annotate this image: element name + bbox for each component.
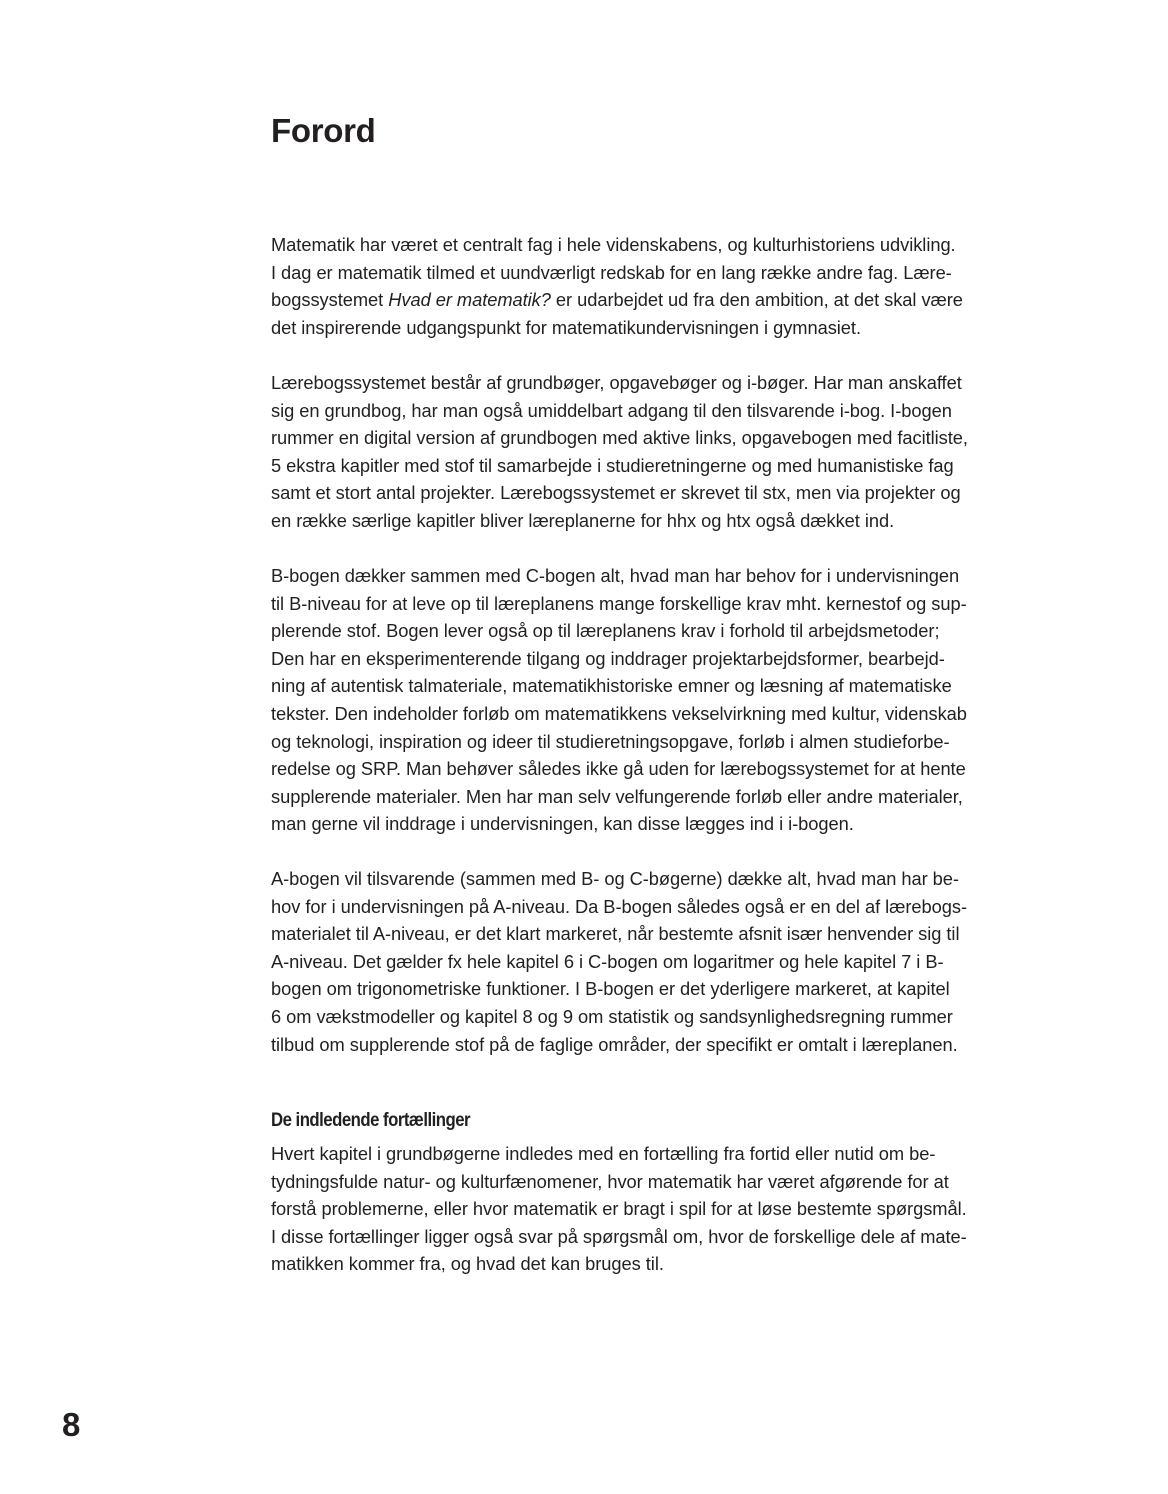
text-line: matikken kommer fra, og hvad det kan bruges til. — [271, 1253, 664, 1275]
text-line: tilbud om supplerende stof på de faglige områder, der specifikt er omtalt i læreplanen. — [271, 1033, 958, 1055]
text-line: samt et stort antal projekter. Lærebogssystemet er skrevet til stx, men via projekter og — [271, 482, 961, 504]
text-segment: bogssystemet — [271, 289, 389, 311]
section-heading: De indledende fortællinger — [271, 1109, 471, 1131]
text-line: Den har en eksperimenterende tilgang og inddrager projektarbejdsformer, bearbejd- — [271, 647, 945, 669]
text-line: Matematik har været et centralt fag i hele videnskabens, og kulturhistoriens udvikling. — [271, 234, 956, 255]
text-line: til B-niveau for at leve op til læreplanens mange forskellige krav mht. kernestof og sup- — [271, 592, 967, 614]
text-line: 5 ekstra kapitler med stof til samarbejde i studieretningerne og med humanistiske fag — [271, 454, 954, 476]
text-line: materialet til A-niveau, er det klart markeret, når bestemte afsnit især henvender sig til — [271, 923, 960, 945]
text-line: en række særlige kapitler bliver læreplanerne for hhx og htx også dækket ind. — [271, 509, 895, 531]
paragraph-fortaellinger — [271, 1140, 1031, 1278]
text-line: det inspirerende udgangspunkt for matematikundervisningen i gymnasiet. — [271, 316, 861, 338]
text-line: forstå problemerne, eller hvor matematik er bragt i spil for at løse bestemte spørgsmål. — [271, 1198, 967, 1220]
paragraph-a-bogen — [271, 865, 1031, 1058]
text-line: Hvert kapitel i grundbøgerne indledes med en fortælling fra fortid eller nutid om be- — [271, 1143, 936, 1164]
book-title-italic: Hvad er matematik? — [388, 289, 551, 311]
text-line: og teknologi, inspiration og ideer til studieretningsopgave, forløb i almen studieforbe- — [271, 730, 950, 752]
text-line: A-bogen vil tilsvarende (sammen med B- og C-bøgerne) dække alt, hvad man har be- — [271, 868, 959, 889]
text-line: I disse fortællinger ligger også svar på spørgsmål om, hvor de forskellige dele af mate- — [271, 1225, 967, 1247]
paragraph-intro — [271, 231, 1031, 341]
text-line — [271, 286, 1031, 314]
text-line: tydningsfulde natur- og kulturfænomener, hvor matematik har været afgørende for at — [271, 1170, 949, 1192]
text-line: ning af autentisk talmateriale, matematikhistoriske emner og læsning af matematiske — [271, 675, 952, 697]
text-line: A-niveau. Det gælder fx hele kapitel 6 i C-bogen om logaritmer og hele kapitel 7 i B- — [271, 950, 944, 972]
text-line: 6 om vækstmodeller og kapitel 8 og 9 om statistik og sandsynlighedsregning rummer — [271, 1005, 953, 1027]
text-line: plerende stof. Bogen lever også op til læreplanens krav i forhold til arbejdsmetoder; — [271, 620, 940, 642]
page-title: Forord — [271, 112, 376, 149]
text-line: I dag er matematik tilmed et uundværligt redskab for en lang række andre fag. Lære- — [271, 261, 952, 283]
text-line: man gerne vil inddrage i undervisningen, kan disse lægges ind i i-bogen. — [271, 813, 854, 835]
paragraph-system — [271, 369, 1031, 535]
text-line: rummer en digital version af grundbogen med aktive links, opgavebogen med facitliste, — [271, 427, 968, 449]
text-line: redelse og SRP. Man behøver således ikke gå uden for lærebogssystemet for at hente — [271, 758, 966, 780]
text-line: bogen om trigonometriske funktioner. I B-bogen er det yderligere markeret, at kapitel — [271, 978, 950, 1000]
text-line: tekster. Den indeholder forløb om matematikkens vekselvirkning med kultur, videnskab — [271, 702, 967, 724]
paragraph-b-bogen — [271, 562, 1031, 838]
text-line: Lærebogssystemet består af grundbøger, opgavebøger og i-bøger. Har man anskaffet — [271, 372, 962, 393]
text-line: B-bogen dækker sammen med C-bogen alt, hvad man har behov for i undervisningen — [271, 565, 960, 586]
page-number: 8 — [62, 1406, 81, 1443]
text-segment: er udarbejdet ud fra den ambition, at det skal være — [550, 289, 963, 311]
text-line: hov for i undervisningen på A-niveau. Da B-bogen således også er en del af lærebogs- — [271, 895, 968, 917]
text-line: sig en grundbog, har man også umiddelbart adgang til den tilsvarende i-bog. I-bogen — [271, 399, 952, 421]
text-line: supplerende materialer. Men har man selv velfungerende forløb eller andre materialer, — [271, 785, 963, 807]
